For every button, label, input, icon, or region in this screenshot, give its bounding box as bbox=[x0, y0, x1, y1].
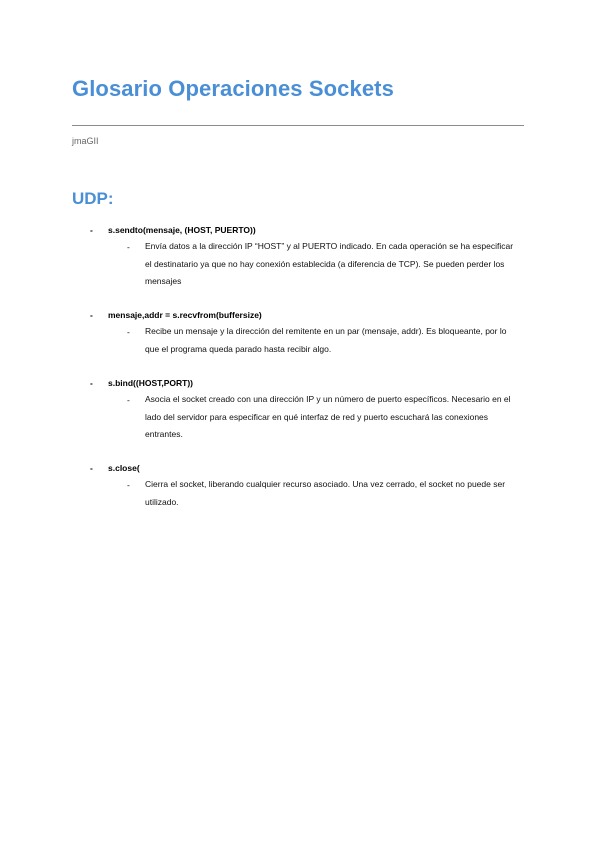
bullet-dash: - bbox=[90, 463, 93, 473]
operation-name: s.sendto(mensaje, (HOST, PUERTO)) bbox=[108, 225, 256, 235]
operation-description: Recibe un mensaje y la dirección del remitente en un par (mensaje, addr). Es bloqueante, por lo que el programa queda parado hasta recibir algo. bbox=[145, 326, 507, 354]
sub-bullet-dash: - bbox=[127, 480, 130, 490]
section-heading-udp: UDP: bbox=[72, 189, 114, 208]
operation-name: mensaje,addr = s.recvfrom(buffersize) bbox=[108, 310, 262, 320]
operation-description: Envía datos a la dirección IP “HOST” y al PUERTO indicado. En cada operación se ha especificar el destinatario ya que no hay conexión establecida (a diferencia de TCP). Se pueden perder los mensajes bbox=[145, 241, 514, 286]
operation-name: s.close( bbox=[108, 463, 140, 473]
sub-bullet-dash: - bbox=[127, 327, 130, 337]
operation-description: Asocia el socket creado con una dirección IP y un número de puerto específicos. Necesario en el lado del servidor para especificar en qué interfaz de red y puerto escuchará las conexiones entrantes. bbox=[145, 394, 511, 439]
bullet-dash: - bbox=[90, 378, 93, 388]
operation-description: Cierra el socket, liberando cualquier recurso asociado. Una vez cerrado, el socket no puede ser utilizado. bbox=[145, 479, 506, 507]
sub-bullet-dash: - bbox=[127, 242, 130, 252]
operation-name: s.bind((HOST,PORT)) bbox=[108, 378, 193, 388]
sub-bullet-dash: - bbox=[127, 395, 130, 405]
document-title: Glosario Operaciones Sockets bbox=[72, 76, 394, 101]
bullet-dash: - bbox=[90, 225, 93, 235]
document-author: jmaGII bbox=[72, 136, 99, 146]
bullet-dash: - bbox=[90, 310, 93, 320]
title-divider bbox=[72, 125, 524, 126]
